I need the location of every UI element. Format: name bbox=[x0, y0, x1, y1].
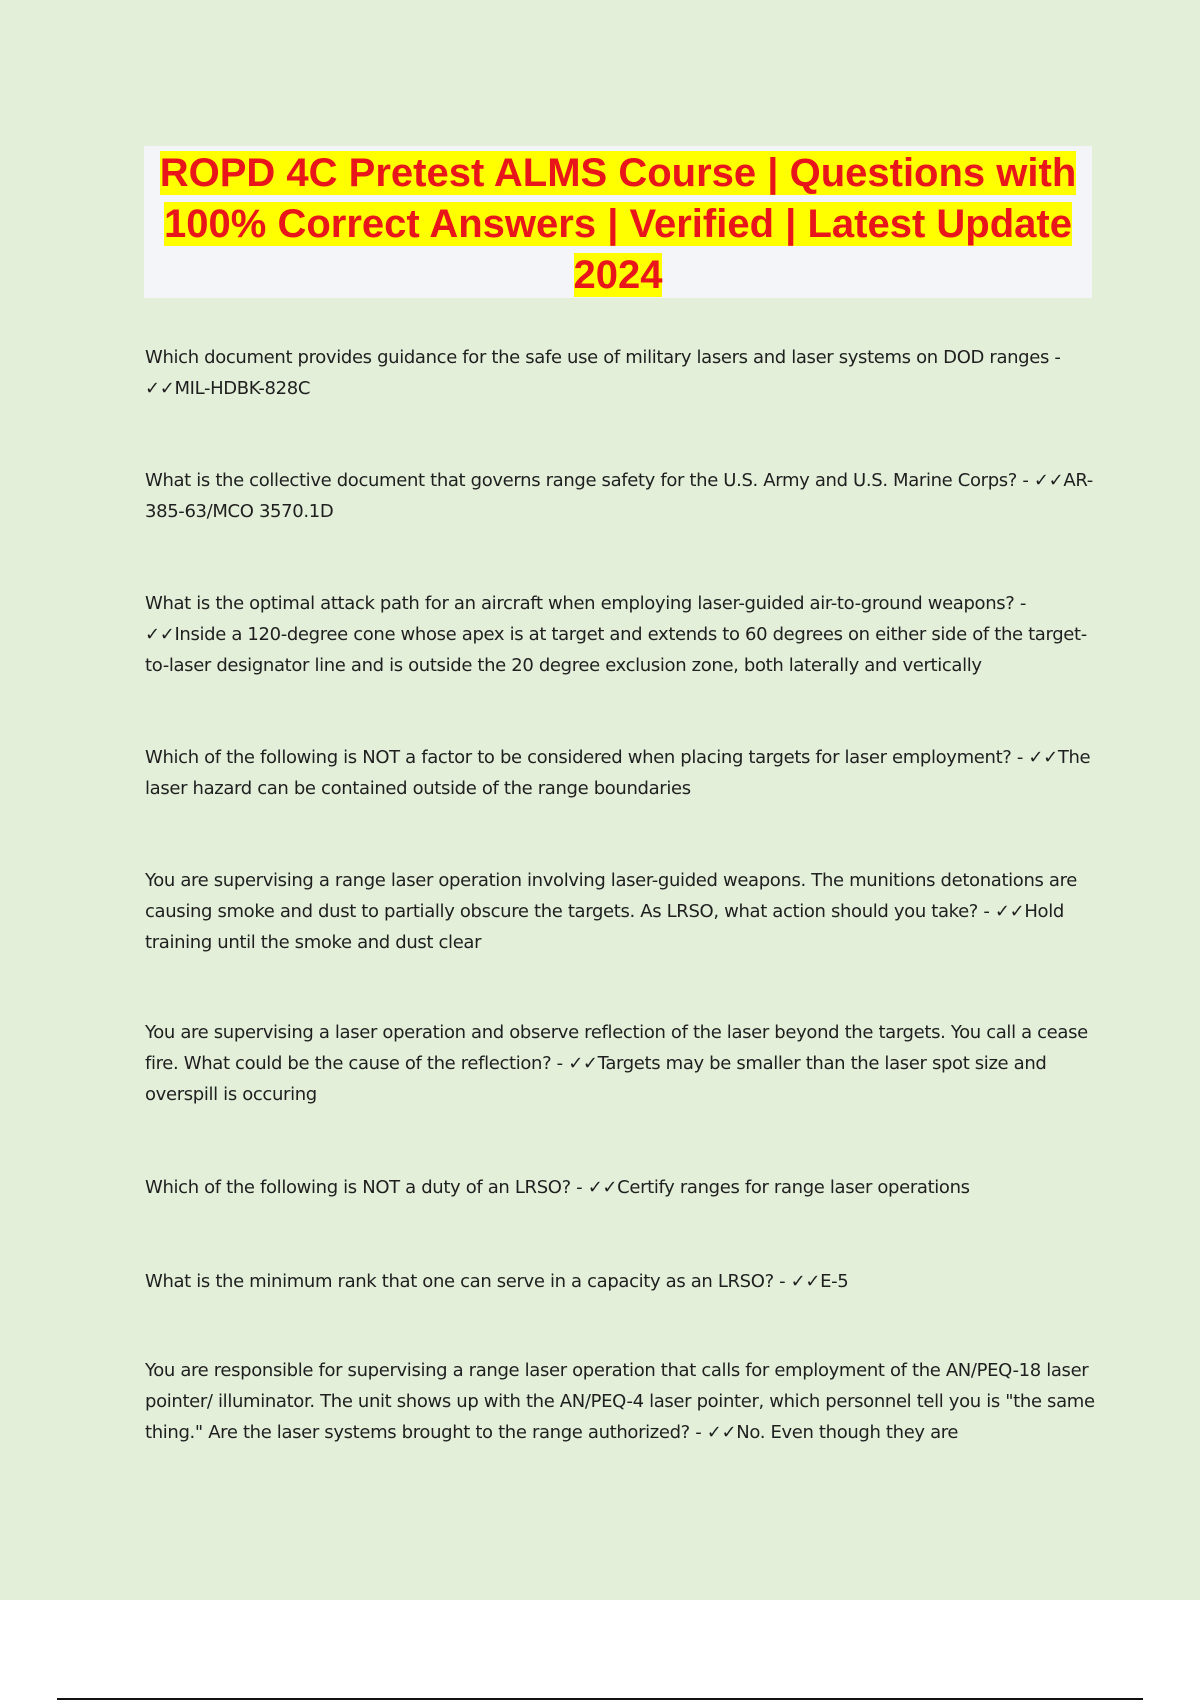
separator: - bbox=[773, 1271, 791, 1292]
qa-item bbox=[145, 1355, 1095, 1448]
qa-item bbox=[145, 865, 1095, 958]
answer-text: Certify ranges for range laser operations bbox=[617, 1177, 970, 1198]
qa-item bbox=[145, 742, 1095, 804]
separator: - bbox=[978, 901, 995, 922]
separator: - bbox=[551, 1053, 569, 1074]
separator: - bbox=[1011, 747, 1029, 768]
question-text: You are responsible for supervising a range laser operation that calls for employment of the AN/PEQ-18 laser pointer/ illuminator. The unit shows up with the AN/PEQ-4 laser pointer, which personnel tell you is "the same thing." Are the laser systems brought to the range authorized? bbox=[145, 1360, 1095, 1443]
separator: - bbox=[1014, 593, 1027, 614]
double-check-icon: ✓✓ bbox=[145, 378, 175, 399]
qa-item bbox=[145, 588, 1095, 681]
question-text: Which of the following is NOT a factor to be considered when placing targets for laser employment? bbox=[145, 747, 1012, 768]
double-check-icon: ✓✓ bbox=[587, 1177, 618, 1198]
title-highlight: ROPD 4C Pretest ALMS Course | Questions with 100% Correct Answers | Verified | Latest Update 2024 bbox=[159, 151, 1077, 297]
title-banner bbox=[144, 146, 1092, 298]
answer-text: AR-385-63/MCO 3570.1D bbox=[145, 470, 1093, 522]
double-check-icon: ✓✓ bbox=[1033, 470, 1064, 491]
answer-text: Targets may be smaller than the laser spot size and overspill is occuring bbox=[145, 1053, 1047, 1105]
question-text: What is the minimum rank that one can serve in a capacity as an LRSO? bbox=[145, 1271, 774, 1292]
separator: - bbox=[1017, 470, 1034, 491]
question-text: Which document provides guidance for the safe use of military lasers and laser systems on DOD ranges bbox=[145, 347, 1050, 368]
double-check-icon: ✓✓ bbox=[1028, 747, 1058, 768]
answer-text: The laser hazard can be contained outside of the range boundaries bbox=[145, 747, 1091, 799]
double-check-icon: ✓✓ bbox=[568, 1053, 598, 1074]
answer-text: No. Even though they are bbox=[736, 1422, 959, 1443]
double-check-icon: ✓✓ bbox=[994, 901, 1025, 922]
question-text: You are supervising a laser operation and observe reflection of the laser beyond the targets. You call a cease fire. What could be the cause of the reflection? bbox=[145, 1022, 1088, 1074]
answer-text: MIL-HDBK-828C bbox=[174, 378, 311, 399]
qa-item bbox=[145, 1017, 1095, 1110]
document-title bbox=[144, 146, 1092, 301]
question-text: What is the optimal attack path for an aircraft when employing laser-guided air-to-ground weapons? bbox=[145, 593, 1015, 614]
separator: - bbox=[689, 1422, 707, 1443]
question-text: What is the collective document that governs range safety for the U.S. Army and U.S. Marine Corps? bbox=[145, 470, 1018, 491]
double-check-icon: ✓✓ bbox=[706, 1422, 737, 1443]
double-check-icon: ✓✓ bbox=[145, 624, 175, 645]
qa-item bbox=[145, 342, 1095, 404]
answer-text: Inside a 120-degree cone whose apex is at target and extends to 60 degrees on either side of the target-to-laser designator line and is outside the 20 degree exclusion zone, both laterally and vertically bbox=[145, 624, 1087, 676]
qa-item bbox=[145, 1172, 1095, 1203]
question-text: Which of the following is NOT a duty of an LRSO? bbox=[145, 1177, 571, 1198]
double-check-icon: ✓✓ bbox=[790, 1271, 821, 1292]
answer-text: Hold training until the smoke and dust clear bbox=[145, 901, 1064, 953]
qa-item bbox=[145, 465, 1095, 527]
qa-item bbox=[145, 1266, 1095, 1297]
separator: - bbox=[570, 1177, 588, 1198]
separator: - bbox=[1049, 347, 1061, 368]
answer-text: E-5 bbox=[820, 1271, 849, 1292]
question-text: You are supervising a range laser operation involving laser-guided weapons. The munitions detonations are causing smoke and dust to partially obscure the targets. As LRSO, what action should you take? bbox=[145, 870, 1077, 922]
